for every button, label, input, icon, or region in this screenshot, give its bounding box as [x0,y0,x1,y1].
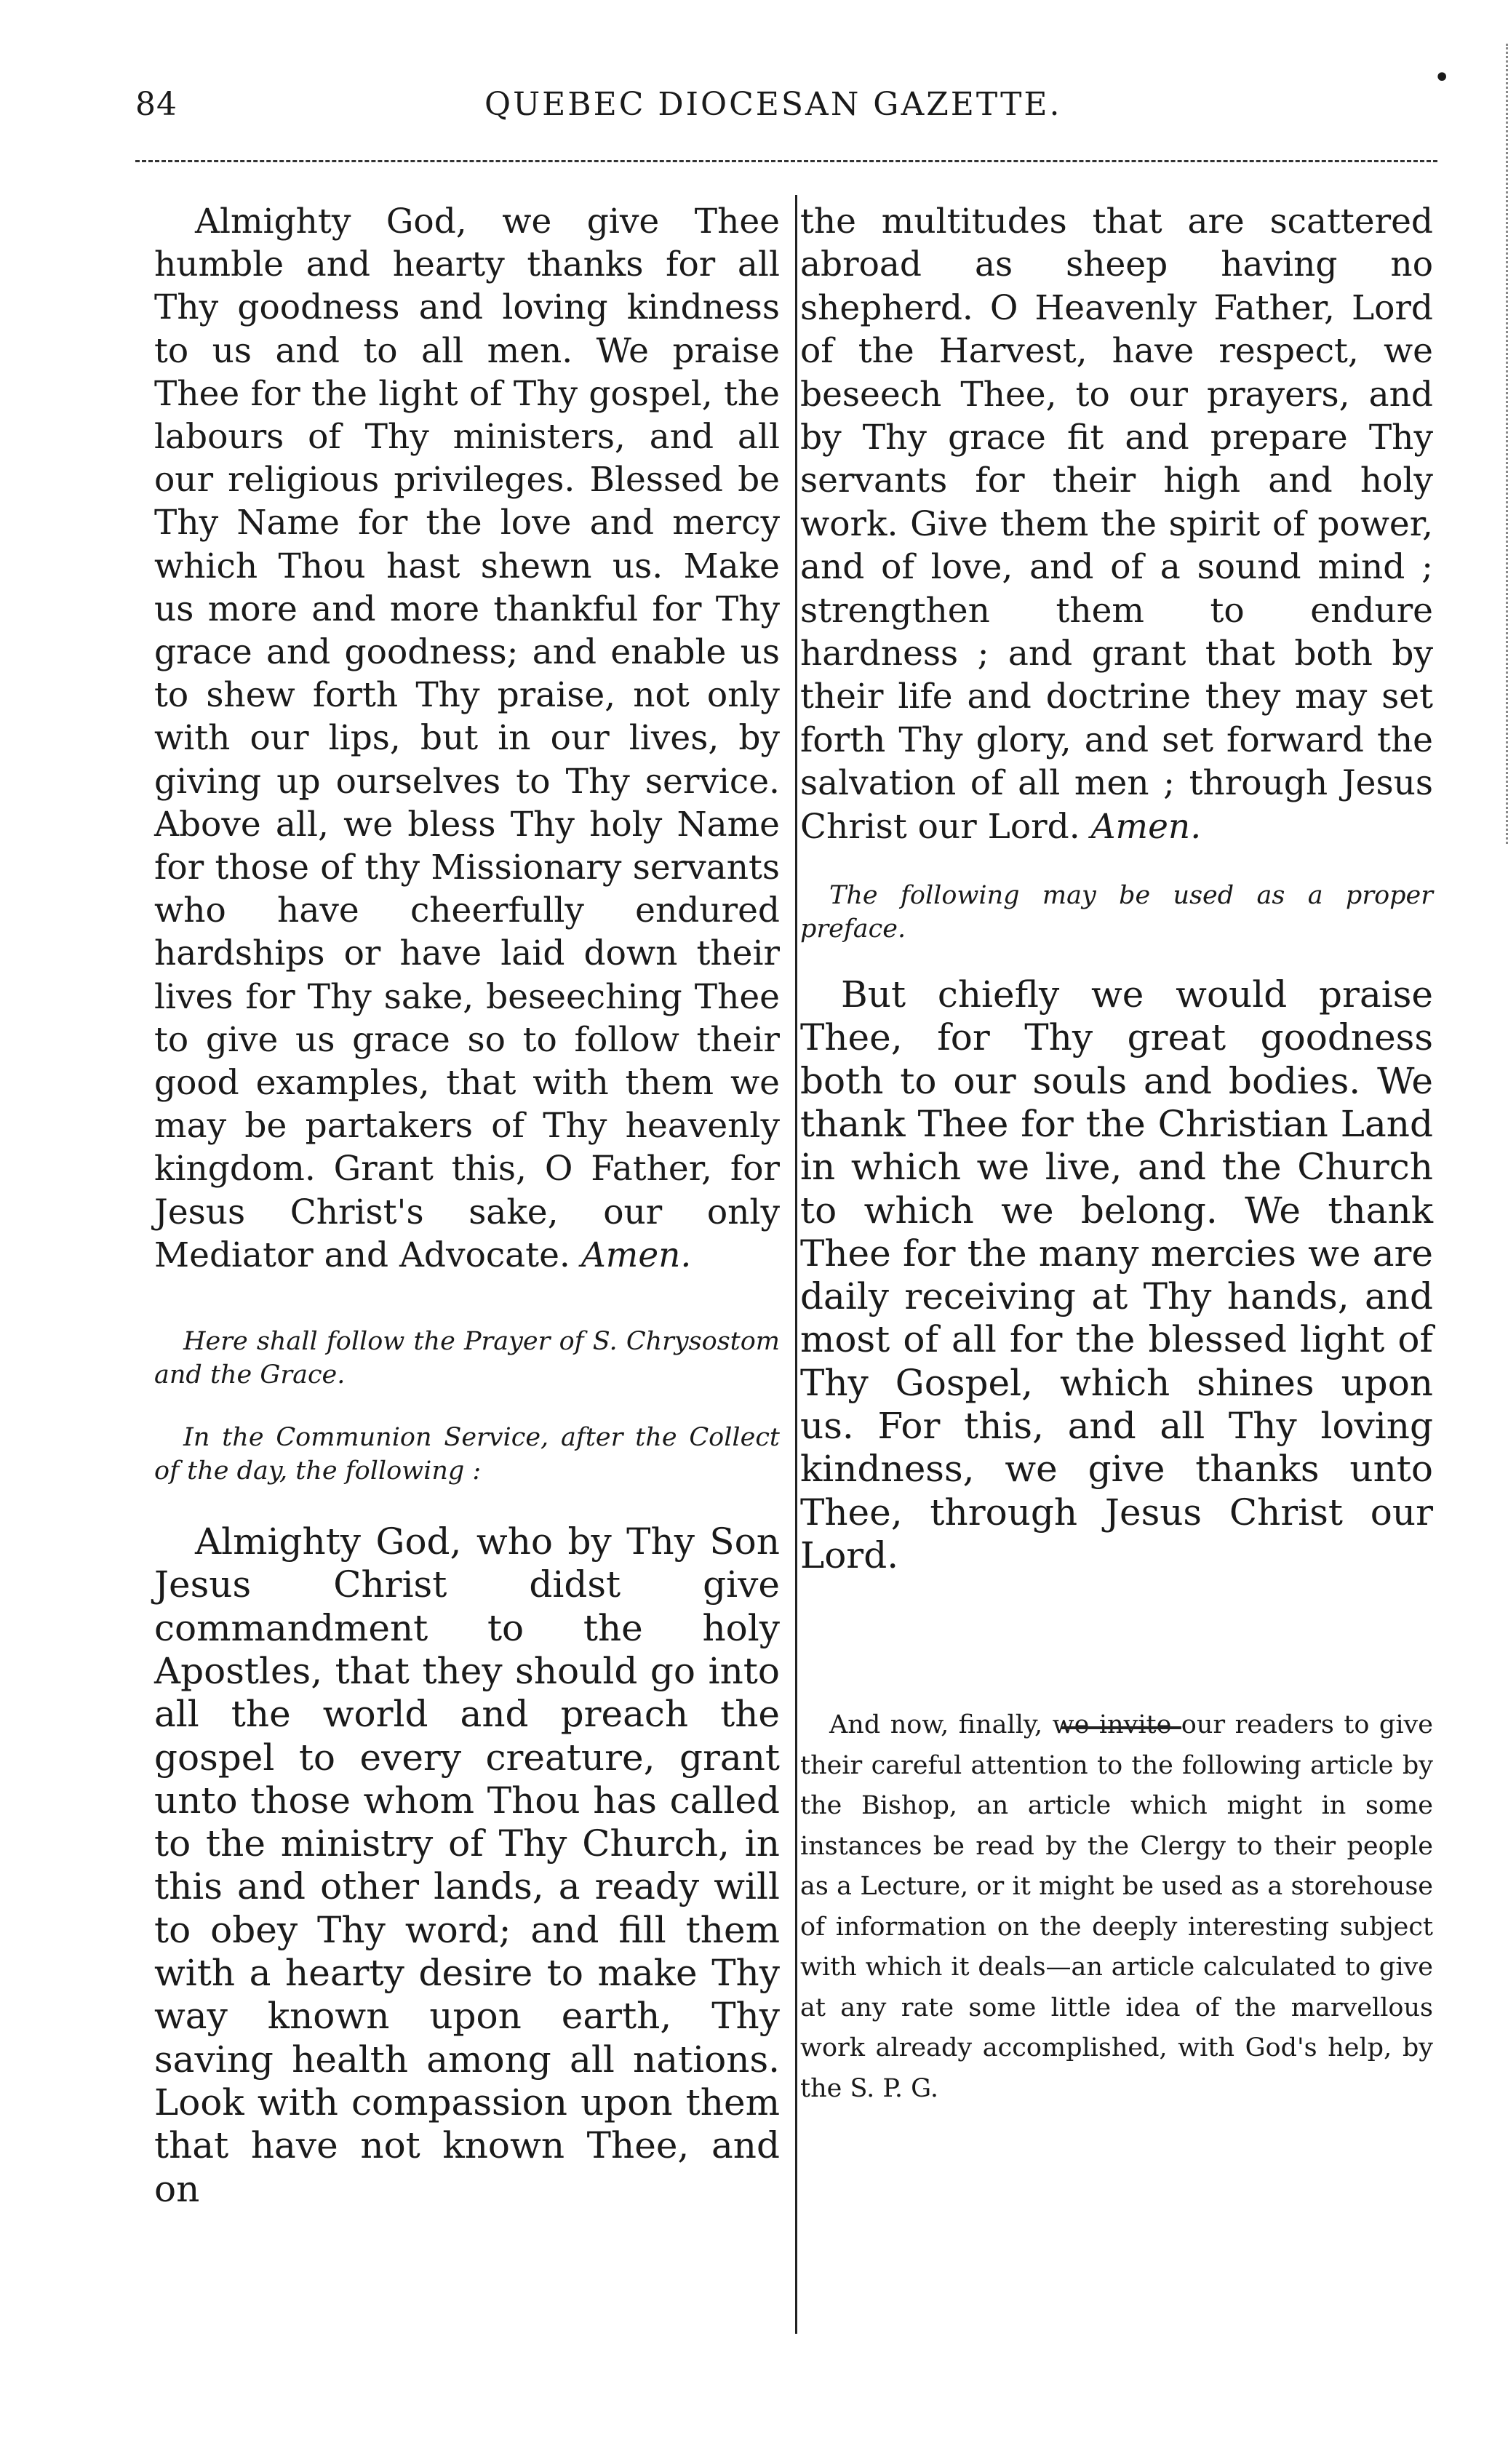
amen-1: Amen. [581,1235,692,1275]
right-column [800,200,1433,2109]
prayer-thanksgiving [154,200,780,1277]
prayer-continuation-text: the multitudes that are scattered abroad as sheep having no shepherd. O Heavenly Father, Lord of the Harvest, have respect, we beseech Thee, to our prayers, and by Thy grace fit and prepare Thy servants for their high and holy work. Give them the spirit of power, and of love, and of a sound mind ; strengthen them to endure hardness ; and grant that both by their life and doctrine they may set forth Thy glory, and set forward the salvation of all men ; through Jesus Christ our Lord. [800,202,1433,847]
prayer-continuation [800,200,1433,848]
prayer-thanksgiving-text: Almighty God, we give Thee humble and hearty thanks for all Thy goodness and loving kindness to us and to all men. We praise Thee for the light of Thy gospel, the labours of Thy ministers, and all our religious privileges. Blessed be Thy Name for the love and mercy which Thou hast shewn us. Make us more and more thankful for Thy grace and goodness; and enable us to shew forth Thy praise, not only with our lips, but in our lives, by giving up ourselves to Thy service. Above all, we bless Thy holy Name for those of thy Missionary servants who have cheerfully endured hardships or have laid down their lives for Thy sake, beseeching Thee to give us grace so to follow their good examples, that with them we may be partakers of Thy heavenly kingdom. Grant this, O Father, for Jesus Christ's sake, our only Mediator and Advocate. [154,202,780,1275]
rubric-communion: In the Communion Service, after the Collect of the day, the following : [154,1423,780,1486]
left-column [154,200,780,2211]
page-number: 84 [135,86,177,123]
running-title: QUEBEC DIOCESAN GAZETTE. [484,86,1062,123]
amen-2: Amen. [1090,806,1202,847]
proper-preface: But chiefly we would praise Thee, for Thy great goodness both to our souls and bodies. We thank Thee for the Christian Land in which we live, and the Church to which we belong. We thank Thee for the many mercies we are daily receiving at Thy hands, and most of all for the blessed light of Thy Gospel, which shines upon us. For this, and all Thy loving kindness, we give thanks unto Thee, through Jesus Christ our Lord. [800,973,1433,1576]
editorial-note: And now, finally, we invite our readers to give their careful attention to the following article by the Bishop, an article which might in some instances be read by the Clergy to their people as a Lecture, or it might be used as a storehouse of information on the deeply interesting subject with which it deals—an article calculated to give at any rate some little idea of the marvellous work already accomplished, with God's help, by the S. P. G. [800,1710,1433,2103]
header-dot: • [1433,61,1451,95]
margin-edge [1491,44,1508,844]
rubric-preface: The following may be used as a proper preface. [800,881,1433,944]
column-divider [795,195,797,2334]
prayer-missions: Almighty God, who by Thy Son Jesus Christ didst give commandment to the holy Apostles, that they should go into all the world and preach the gospel to every creature, grant unto those whom Thou has called to the ministry of Thy Church, in this and other lands, a ready will to obey Thy word; and fill them with a hearty desire to make Thy way known upon earth, Thy saving health among all nations. Look with compassion upon them that have not known Thee, and on [154,1520,780,2210]
section-rule [1061,1726,1181,1729]
page-header [135,61,1452,137]
header-rule [135,160,1437,162]
rubric-chrysostom: Here shall follow the Prayer of S. Chrysostom and the Grace. [154,1327,780,1390]
